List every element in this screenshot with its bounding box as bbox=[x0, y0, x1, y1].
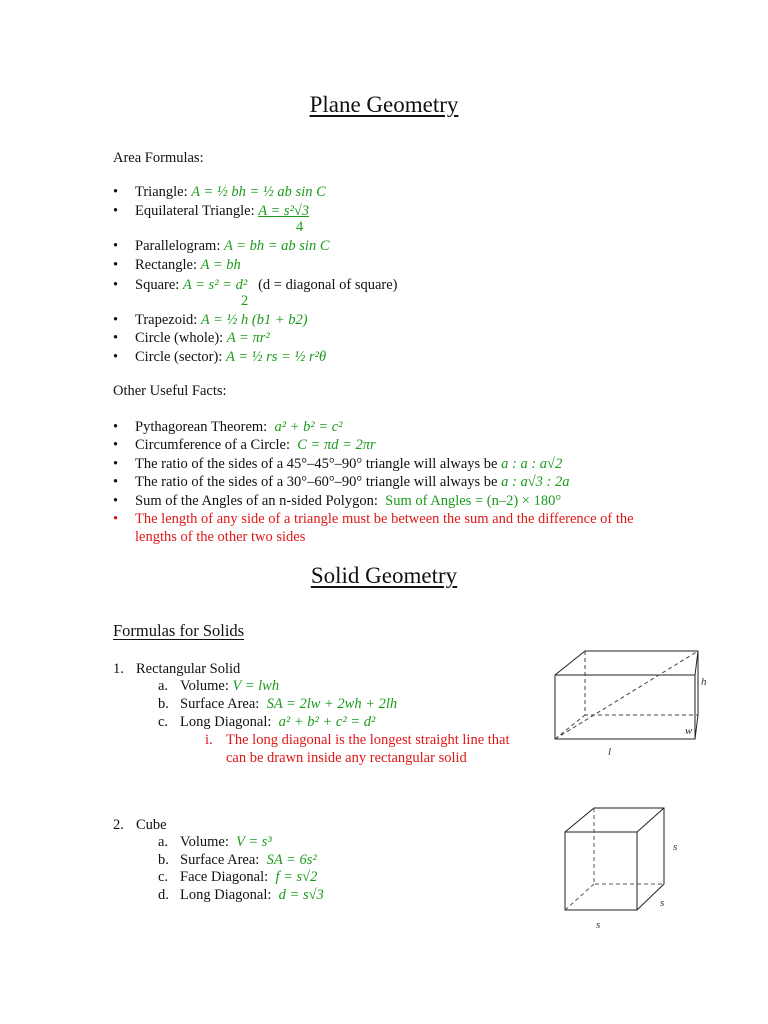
dim-s-width: s bbox=[596, 919, 601, 931]
rect-diagonal-formula: a² + b² + c² = d² bbox=[278, 714, 376, 730]
dim-s-depth: s bbox=[660, 897, 665, 909]
list-item-square: • Square: A = s² = d² (d = diagonal of square) bbox=[113, 277, 398, 293]
bullet-icon: • bbox=[113, 312, 119, 328]
rect-volume: a. Volume: V = lwh bbox=[158, 678, 280, 694]
cube-long-diagonal: d. Long Diagonal: d = s√3 bbox=[158, 887, 324, 903]
bullet-icon: • bbox=[113, 203, 119, 219]
pythagorean-formula: a² + b² = c² bbox=[274, 419, 343, 435]
hidden-edge-bottom bbox=[555, 715, 585, 739]
bullet-icon: • bbox=[113, 511, 119, 527]
list-item-ratio-30: • The ratio of the sides of a 30°–60°–90° triangle will always be a : a√3 : 2a bbox=[113, 474, 570, 490]
bullet-icon: • bbox=[113, 277, 119, 293]
dim-w: w bbox=[685, 725, 693, 737]
rect-solid-heading: 1. Rectangular Solid bbox=[113, 661, 241, 677]
list-item-circle: • Circle (whole): A = πr² bbox=[113, 330, 270, 346]
bullet-icon: • bbox=[113, 456, 119, 472]
cube-surface-formula: SA = 6s² bbox=[266, 852, 317, 868]
ratio-30-formula: a : a√3 : 2a bbox=[501, 474, 570, 490]
rect-note: i. The long diagonal is the longest straight line that can be drawn inside any rectangular solid bbox=[205, 731, 525, 767]
rect-surface-formula: SA = 2lw + 2wh + 2lh bbox=[266, 696, 398, 712]
list-item-trapezoid: • Trapezoid: A = ½ h (b1 + b2) bbox=[113, 312, 308, 328]
equilateral-formula: A = s²√3 bbox=[258, 203, 310, 219]
long-diagonal bbox=[555, 651, 698, 739]
bullet-icon: • bbox=[113, 419, 119, 435]
bullet-icon: • bbox=[113, 184, 119, 200]
bullet-icon: • bbox=[113, 474, 119, 490]
cube-heading: 2. Cube bbox=[113, 817, 167, 833]
ratio-45-formula: a : a : a√2 bbox=[501, 456, 563, 472]
cube-volume: a. Volume: V = s³ bbox=[158, 834, 272, 850]
page-title: Plane Geometry bbox=[309, 92, 459, 117]
list-item-triangle: • Triangle: A = ½ bh = ½ ab sin C bbox=[113, 184, 326, 200]
rect-diagonal: c. Long Diagonal: a² + b² + c² = d² bbox=[158, 714, 376, 730]
cube-surface: b. Surface Area: SA = 6s² bbox=[158, 852, 317, 868]
dim-h: h bbox=[701, 676, 707, 688]
triangle-formula: A = ½ bh = ½ ab sin C bbox=[191, 184, 326, 200]
list-item-rectangle: • Rectangle: A = bh bbox=[113, 257, 241, 273]
cube-face-diagonal: c. Face Diagonal: f = s√2 bbox=[158, 869, 318, 885]
cube-front-face bbox=[565, 832, 637, 910]
trapezoid-formula: A = ½ h (b1 + b2) bbox=[200, 312, 308, 328]
triangle-rule-text: The length of any side of a triangle must be between the sum and the difference of the lengths of the other two sides bbox=[135, 511, 634, 545]
rect-surface: b. Surface Area: SA = 2lw + 2wh + 2lh bbox=[158, 696, 398, 712]
cube-volume-formula: V = s³ bbox=[236, 834, 272, 850]
cube-face-formula: f = s√2 bbox=[275, 869, 318, 885]
bullet-icon: • bbox=[113, 238, 119, 254]
area-formulas-heading: Area Formulas: bbox=[113, 150, 204, 166]
useful-facts-heading: Other Useful Facts: bbox=[113, 383, 227, 399]
parallelogram-formula: A = bh = ab sin C bbox=[223, 238, 330, 254]
section-title-solid: Solid Geometry bbox=[310, 563, 458, 588]
list-item-circumference: • Circumference of a Circle: C = πd = 2πr bbox=[113, 437, 376, 453]
equilateral-denominator: 4 bbox=[296, 219, 304, 235]
cube-edge-top-right bbox=[637, 808, 664, 832]
square-denominator: 2 bbox=[241, 293, 249, 309]
bullet-icon: • bbox=[113, 349, 119, 365]
list-item-triangle-rule bbox=[113, 510, 673, 546]
rectangle-formula: A = bh bbox=[200, 257, 241, 273]
list-item-ratio-45: • The ratio of the sides of a 45°–45°–90° triangle will always be a : a : a√2 bbox=[113, 456, 563, 472]
formulas-subheading: Formulas for Solids bbox=[113, 621, 245, 640]
bullet-icon: • bbox=[113, 257, 119, 273]
bullet-icon: • bbox=[113, 330, 119, 346]
list-item-sector: • Circle (sector): A = ½ rs = ½ r²θ bbox=[113, 349, 327, 365]
cube-diagram bbox=[560, 800, 700, 935]
rect-note-text: The long diagonal is the longest straight line that can be drawn inside any rectangular solid bbox=[226, 732, 510, 766]
cube-hidden-edge-bottom bbox=[565, 884, 594, 910]
sector-formula: A = ½ rs = ½ r²θ bbox=[226, 349, 327, 365]
list-item-pythagorean: • Pythagorean Theorem: a² + b² = c² bbox=[113, 419, 343, 435]
list-item-equilateral: • Equilateral Triangle: A = s²√3 bbox=[113, 203, 310, 219]
rect-volume-formula: V = lwh bbox=[232, 678, 280, 694]
circumference-formula: C = πd = 2πr bbox=[297, 437, 376, 453]
dim-s-height: s bbox=[673, 841, 678, 853]
list-item-polygon: • Sum of the Angles of an n-sided Polygon: Sum of Angles = (n–2) × 180° bbox=[113, 493, 562, 509]
square-note: (d = diagonal of square) bbox=[258, 277, 398, 293]
circle-formula: A = πr² bbox=[226, 330, 270, 346]
rectangular-solid-diagram bbox=[548, 645, 728, 765]
bullet-icon: • bbox=[113, 437, 119, 453]
cube-long-formula: d = s√3 bbox=[278, 887, 324, 903]
hidden-edges bbox=[585, 651, 698, 715]
bullet-icon: • bbox=[113, 493, 119, 509]
list-item-parallelogram: • Parallelogram: A = bh = ab sin C bbox=[113, 238, 330, 254]
front-face bbox=[555, 675, 695, 739]
cube-back-edges bbox=[565, 808, 664, 910]
dim-l: l bbox=[608, 746, 612, 758]
polygon-formula: Sum of Angles = (n–2) × 180° bbox=[385, 493, 562, 509]
cube-hidden-edges bbox=[594, 808, 664, 884]
square-formula: A = s² = d² bbox=[182, 277, 248, 293]
